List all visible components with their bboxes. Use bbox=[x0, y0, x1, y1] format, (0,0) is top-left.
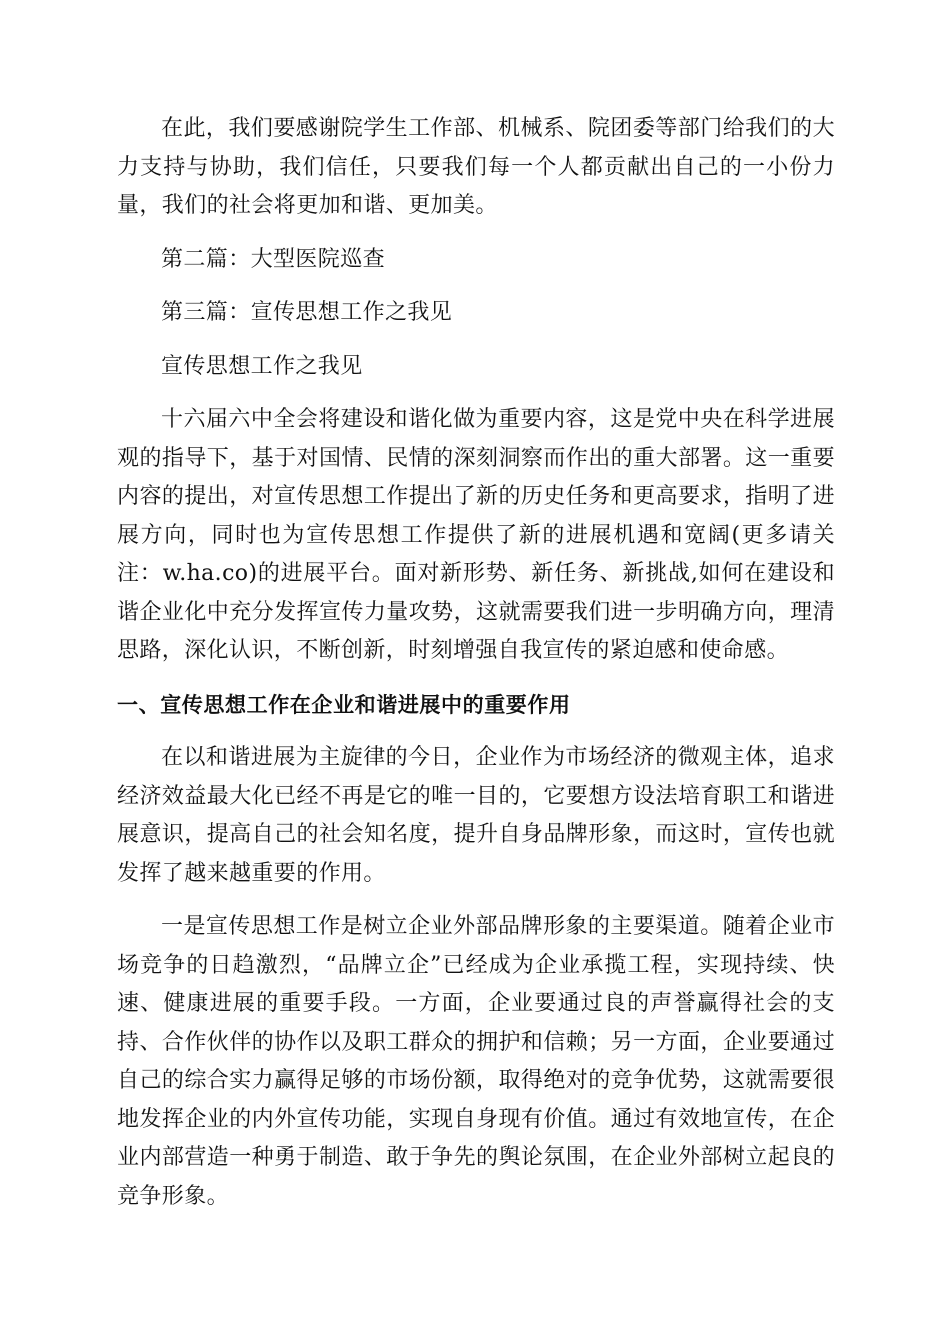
spacer bbox=[117, 671, 835, 686]
paragraph-thanks: 在此，我们要感谢院学生工作部、机械系、院团委等部门给我们的大力支持与协助，我们信任，只要我们每一个人都贡献出自己的一小份力量，我们的社会将更加和谐、更加美。 bbox=[117, 116, 835, 218]
document-page bbox=[117, 110, 835, 1216]
section-heading: 一、宣传思想工作在企业和谐进展中的重要作用 bbox=[117, 692, 571, 717]
chapter-three-title: 第三篇：宣传思想工作之我见 bbox=[161, 300, 453, 325]
spacer bbox=[117, 279, 835, 294]
spacer bbox=[117, 724, 835, 739]
paragraph-point-one: 一是宣传思想工作是树立企业外部品牌形象的主要渠道。随着企业市场竞争的日趋激烈，“品牌立企”已经成为企业承揽工程，实现持续、快速、健康进展的重要手段。一方面，企业要通过良的声誉赢得社会的支持、合作伙伴的协作以及职工群众的拥护和信赖；另一方面，企业要通过自己的综合实力赢得足够的市场份额，取得绝对的竞争优势，这就需要很地发挥企业的内外宣传功能，实现自身现有价值。通过有效地宣传，在企业内部营造一种勇于制造、敢于争先的舆论氛围，在企业外部树立起良的竞争形象。 bbox=[117, 914, 835, 1209]
paragraph-role: 在以和谐进展为主旋律的今日，企业作为市场经济的微观主体，追求经济效益最大化已经不再是它的唯一目的，它要想方设法培育职工和谐进展意识，提高自己的社会知名度，提升自身品牌形象，而这时，宣传也就发挥了越来越重要的作用。 bbox=[117, 745, 835, 886]
paragraph-intro: 十六届六中全会将建设和谐化做为重要内容，这是党中央在科学进展观的指导下，基于对国情、民情的深刻洞察而作出的重大部署。这一重要内容的提出，对宣传思想工作提出了新的历史任务和更高要求，指明了进展方向，同时也为宣传思想工作提供了新的进展机遇和宽阔(更多请关注：w.ha.co)的进展平台。面对新形势、新任务、新挑战,如何在建设和谐企业化中充分发挥宣传力量攻势，这就需要我们进一步明确方向，理清思路，深化认识，不断创新，时刻增强自我宣传的紧迫感和使命感。 bbox=[117, 407, 835, 663]
chapter-two-title: 第二篇：大型医院巡查 bbox=[161, 246, 386, 272]
spacer bbox=[117, 333, 835, 348]
spacer bbox=[117, 386, 835, 401]
spacer bbox=[117, 893, 835, 908]
article-title: 宣传思想工作之我见 bbox=[161, 353, 363, 379]
spacer bbox=[117, 226, 835, 241]
